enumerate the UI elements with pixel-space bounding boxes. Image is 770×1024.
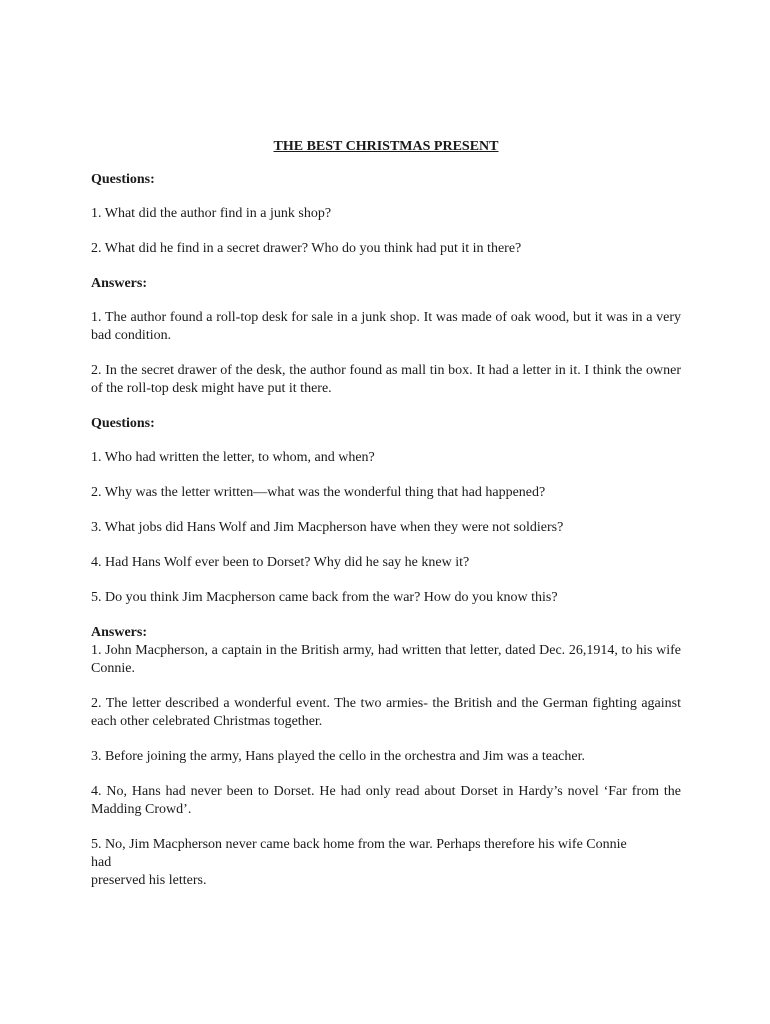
question-item: 2. What did he find in a secret drawer? Who do you think had put it in there? (91, 241, 522, 256)
answer-item-last (91, 836, 681, 890)
question-item: 3. What jobs did Hans Wolf and Jim Macpherson have when they were not soldiers? (91, 520, 564, 535)
answers-heading-2: Answers: (91, 625, 147, 640)
answer-line: preserved his letters. (91, 873, 207, 888)
question-item: 4. Had Hans Wolf ever been to Dorset? Why did he say he knew it? (91, 555, 470, 570)
question-item: 1. What did the author find in a junk shop? (91, 206, 332, 221)
question-item: 5. Do you think Jim Macpherson came back from the war? How do you know this? (91, 590, 558, 605)
question-item: 1. Who had written the letter, to whom, and when? (91, 450, 375, 465)
document-title: THE BEST CHRISTMAS PRESENT (273, 139, 499, 154)
answer-line: had (91, 855, 112, 870)
answer-item: 2. The letter described a wonderful event. The two armies- the British and the German fighting against each other celebrated Christmas together. (91, 696, 681, 729)
document-page (91, 138, 681, 907)
question-item: 2. Why was the letter written—what was the wonderful thing that had happened? (91, 485, 546, 500)
questions-heading-1: Questions: (91, 172, 155, 187)
answer-item: 1. The author found a roll-top desk for sale in a junk shop. It was made of oak wood, but it was in a very bad condition. (91, 310, 681, 343)
answer-line: 5. No, Jim Macpherson never came back home from the war. Perhaps therefore his wife Connie (91, 837, 627, 852)
questions-heading-2: Questions: (91, 416, 155, 431)
answer-item: 4. No, Hans had never been to Dorset. He had only read about Dorset in Hardy’s novel ‘Far from the Madding Crowd’. (91, 784, 681, 817)
answers-heading-1: Answers: (91, 276, 147, 291)
answer-item: 2. In the secret drawer of the desk, the author found as mall tin box. It had a letter in it. I think the owner of the roll-top desk might have put it there. (91, 363, 681, 396)
answer-item: 3. Before joining the army, Hans played the cello in the orchestra and Jim was a teacher. (91, 749, 585, 764)
answer-item: 1. John Macpherson, a captain in the British army, had written that letter, dated Dec. 26,1914, to his wife Connie. (91, 643, 681, 676)
